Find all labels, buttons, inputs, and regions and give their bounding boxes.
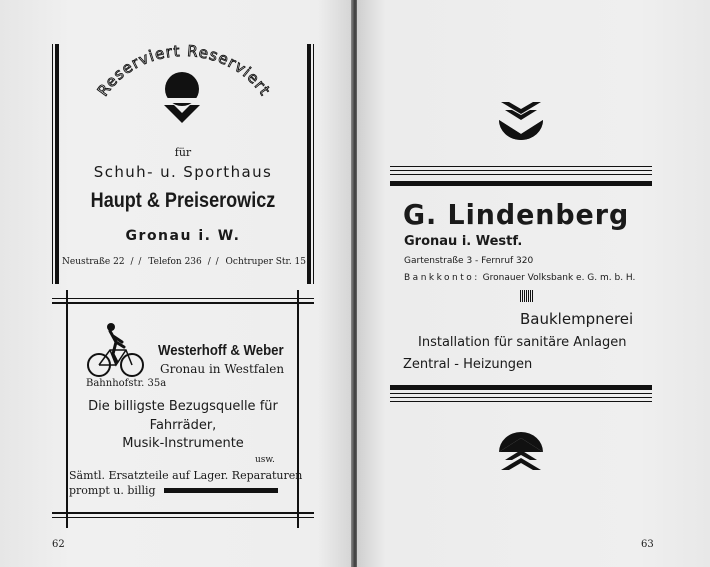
top-band-rule-1 bbox=[390, 166, 652, 167]
bottom-band-rule-thick bbox=[390, 385, 652, 390]
ad2-rule-bottom-2 bbox=[52, 517, 314, 518]
ad3-bank: Gronauer Volksbank e. G. m. b. H. bbox=[482, 273, 636, 283]
ad2-rule-top-2 bbox=[52, 302, 314, 304]
ad2-offer-etc: usw. bbox=[255, 455, 275, 465]
ad3-heating: Zentral - Heizungen bbox=[403, 357, 533, 372]
ad3-tick-marks bbox=[520, 290, 533, 302]
ad1-for-label: für bbox=[174, 146, 192, 159]
ad2-offer-line-3: Musik-Instrumente bbox=[122, 436, 244, 451]
ad3-city: Gronau i. Westf. bbox=[404, 234, 523, 249]
top-band-rule-thick bbox=[390, 181, 652, 186]
ad2-parts-line: Sämtl. Ersatzteile auf Lager. Reparaturen bbox=[69, 469, 303, 482]
ad2-street: Bahnhofstr. 35a bbox=[86, 378, 167, 389]
ad1-street: Neustraße 22 bbox=[62, 257, 125, 267]
ad2-city: Gronau in Westfalen bbox=[160, 362, 285, 376]
page-number-left: 62 bbox=[52, 539, 65, 550]
ad3-trade: Bauklempnerei bbox=[520, 310, 634, 328]
ad1-separator: / / bbox=[130, 257, 143, 267]
page-number-right: 63 bbox=[641, 539, 654, 550]
ad1-company-name: Haupt & Preiserowicz bbox=[90, 189, 276, 212]
arc-text-path: Reserviert Reserviert bbox=[93, 44, 275, 100]
ad3-bank-label: Bankkonto: bbox=[404, 273, 480, 283]
ad1-address-row bbox=[62, 257, 306, 267]
left-page bbox=[0, 0, 353, 567]
ad1-street-2: Ochtruper Str. 15 bbox=[225, 257, 306, 267]
cyclist-icon bbox=[86, 322, 146, 380]
ad1-shop-type: Schuh- u. Sporthaus bbox=[93, 163, 273, 181]
ad3-street: Gartenstraße 3 - Fernruf 320 bbox=[404, 256, 534, 266]
bottom-band-rule-2 bbox=[390, 397, 652, 398]
chevron-semicircle-logo-top bbox=[497, 98, 545, 140]
ad3-bank-row bbox=[404, 273, 635, 283]
chevron-semicircle-logo-bottom bbox=[497, 432, 545, 474]
ad2-prompt-line: prompt u. billig bbox=[69, 484, 156, 497]
shoe-shop-emblem bbox=[162, 71, 202, 129]
advertisement-haupt-preiserowicz bbox=[52, 44, 314, 284]
advertisement-westerhoff-weber bbox=[52, 290, 314, 528]
ad2-rule-bottom-1 bbox=[52, 512, 314, 514]
right-page bbox=[357, 0, 710, 567]
top-band-rule-2 bbox=[390, 170, 652, 171]
bottom-band-rule-1 bbox=[390, 393, 652, 394]
bottom-band-rule-3 bbox=[390, 401, 652, 402]
ad2-company-name: Westerhoff & Weber bbox=[158, 342, 284, 359]
ad3-installation: Installation für sanitäre Anlagen bbox=[418, 335, 627, 350]
ad2-offer-line-2: Fahrräder, bbox=[149, 418, 217, 433]
ad2-offer-line-1: Die billigste Bezugsquelle für bbox=[88, 399, 278, 414]
ad1-city: Gronau i. W. bbox=[125, 228, 241, 244]
ad2-rule-top-1 bbox=[52, 298, 314, 299]
top-band-rule-3 bbox=[390, 174, 652, 175]
ad1-separator-2: / / bbox=[207, 257, 220, 267]
ad3-company-name: G. Lindenberg bbox=[403, 198, 630, 231]
ad2-decorative-bar bbox=[164, 488, 278, 493]
ad1-phone: Telefon 236 bbox=[148, 257, 202, 267]
